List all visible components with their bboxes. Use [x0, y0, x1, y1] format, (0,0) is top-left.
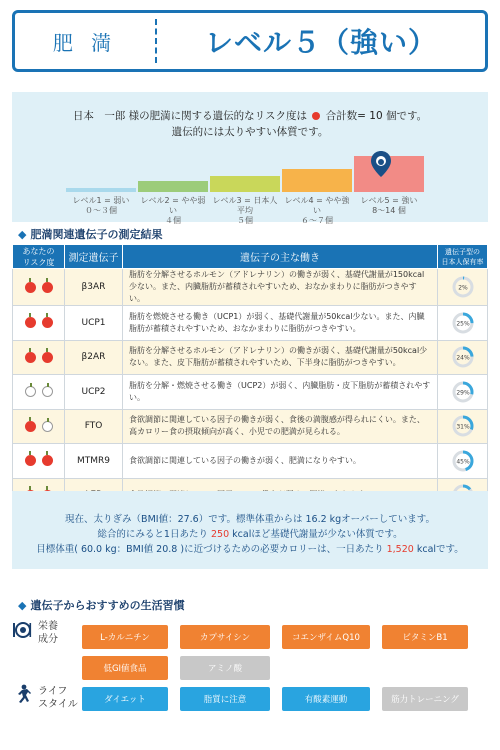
diamond-icon: ◆: [18, 228, 27, 241]
prevalence-donut: [452, 381, 474, 403]
level-name: レベル2 = やや弱い: [140, 196, 206, 215]
level-bar-label: [66, 196, 136, 216]
gene-name: UCP1: [65, 306, 123, 341]
level-range: ６～７個: [301, 216, 333, 225]
life-chip: 有酸素運動: [282, 687, 370, 711]
apple-icon: [25, 352, 36, 363]
report-header: [12, 10, 488, 72]
level-name: レベル4 = やや強い: [284, 196, 350, 215]
header-gene: 測定遺伝子: [65, 245, 123, 269]
risk-cell: [13, 306, 65, 341]
apple-icon: [25, 421, 36, 432]
apple-icon: [42, 386, 53, 397]
header-desc: 遺伝子の主な働き: [123, 245, 438, 269]
apple-icon: [42, 282, 53, 293]
gene-name: β3AR: [65, 269, 123, 306]
genes-section-label: 肥満関連遺伝子の測定結果: [30, 228, 163, 241]
calorie-line-2-post: kcalほど基礎代謝量が少ない体質です。: [232, 529, 403, 540]
table-row: [13, 409, 488, 444]
calorie-line-1: 現在、太りぎみ（BMI値：27.6）です。標準体重からは 16.2 kgオーバーしています。: [65, 514, 435, 525]
summary-line-1: [12, 108, 488, 123]
calorie-line-2: [12, 526, 488, 540]
level-bar: [210, 176, 280, 192]
nutrition-label: 栄養 成分: [38, 621, 58, 645]
lifestyle-section-title: [18, 597, 185, 613]
risk-cell: [13, 375, 65, 410]
gene-description: 脂肪を分解させるホルモン（アドレナリン）の働きが弱く、基礎代謝量が150kcal少ない。また、内臓脂肪が蓄積されやすいため、おなかまわりに脂肪がつきやすい。: [123, 269, 438, 306]
prevalence-cell: [438, 444, 488, 479]
risk-level-title: レベル５（強い）: [204, 26, 437, 59]
apple-icon: [42, 352, 53, 363]
nutrition-chip: コエンザイムQ10: [282, 625, 370, 649]
level-range: 8～14 個: [372, 206, 406, 215]
level-range: ５個: [237, 216, 253, 225]
prevalence-value: 29%: [455, 389, 470, 397]
summary-text-post: 合計数= 10 個です。: [325, 110, 428, 122]
level-bar: [138, 181, 208, 192]
prevalence-value: 24%: [455, 354, 470, 362]
nutrition-chip: L-カルニチン: [82, 625, 168, 649]
level-bar-label: [282, 196, 352, 226]
apple-icon: [42, 455, 53, 466]
header-risk: あなたの リスク度: [13, 245, 65, 269]
table-header-row: [13, 245, 488, 269]
diamond-icon: ◆: [18, 599, 27, 612]
apple-icon: [25, 317, 36, 328]
apple-icon: [25, 282, 36, 293]
risk-cell: [13, 269, 65, 306]
apple-icon: [25, 386, 36, 397]
apple-icon: [42, 421, 53, 432]
prevalence-cell: [438, 340, 488, 375]
calorie-line-3-post: kcalです。: [416, 544, 464, 555]
prevalence-donut: [452, 276, 474, 298]
level-bar: [282, 169, 352, 192]
calorie-line-2-pre: 総合的にみると1日あたり: [97, 529, 208, 540]
prevalence-donut: [452, 450, 474, 472]
gene-results-table: [12, 244, 488, 513]
level-range: ０～３個: [85, 206, 117, 215]
table-row: [13, 444, 488, 479]
apple-icon: [25, 455, 36, 466]
life-chip: ダイエット: [82, 687, 168, 711]
prevalence-value: 31%: [455, 423, 470, 431]
prevalence-value: 25%: [455, 320, 470, 328]
risk-cell: [13, 444, 65, 479]
level-bar-label: [138, 196, 208, 226]
nutrition-chip: 低GI値食品: [82, 656, 168, 680]
prevalence-value: 2%: [457, 284, 468, 292]
life-chip: 筋力トレーニング: [382, 687, 468, 711]
level-range: ４個: [165, 216, 181, 225]
prevalence-cell: [438, 409, 488, 444]
gene-description: 脂肪を燃焼させる働き（UCP1）が弱く、基礎代謝量が50kcal少ない。また、内臓脂肪が蓄積されやすいため、おなかまわりに脂肪がつきやすい。: [123, 306, 438, 341]
calorie-line-3-pre: 目標体重( 60.0 kg：BMI値 20.8 )に近づけるための必要カロリーは、一日あたり: [36, 544, 384, 555]
gene-description: 脂肪を分解・燃焼させる働き（UCP2）が弱く、内臓脂肪・皮下脂肪が蓄積されやすい。: [123, 375, 438, 410]
nutrition-chip: ビタミンB1: [382, 625, 468, 649]
location-pin-icon: [370, 150, 392, 178]
gene-description: 食欲調節に関連している因子の働きが弱く、肥満になりやすい。: [123, 444, 438, 479]
level-name: レベル5 = 強い: [360, 196, 418, 205]
risk-cell: [13, 409, 65, 444]
gene-name: β2AR: [65, 340, 123, 375]
table-row: [13, 375, 488, 410]
prevalence-donut: [452, 415, 474, 437]
header-pct: 遺伝子型の 日本人保有率: [438, 245, 488, 269]
prevalence-donut: [452, 346, 474, 368]
gene-name: MTMR9: [65, 444, 123, 479]
level-name: レベル3 = 日本人平均: [212, 196, 278, 215]
level-name: レベル1 = 弱い: [72, 196, 130, 205]
nutrition-chip: アミノ酸: [180, 656, 270, 680]
prevalence-cell: [438, 269, 488, 306]
required-calorie-value: 1,520: [386, 544, 414, 555]
apple-icon: [312, 112, 320, 120]
gene-description: 食欲調節に関連している因子の働きが弱く、食後の満腹感が得られにくい。また、高カロリー食の摂取傾向が高く、小児での肥満が見られる。: [123, 409, 438, 444]
calorie-line-3: [12, 541, 488, 555]
lifestyle-section-label: 遺伝子からおすすめの生活習慣: [30, 599, 185, 612]
prevalence-cell: [438, 375, 488, 410]
gene-name: UCP2: [65, 375, 123, 410]
level-bar: [66, 188, 136, 192]
life-chip: 脂質に注意: [180, 687, 270, 711]
calorie-summary-panel: [12, 491, 488, 569]
gene-description: 脂肪を分解させるホルモン（アドレナリン）の働きが弱く、基礎代謝量が50kcal少ない。また、皮下脂肪が蓄積されやすいため、下半身に脂肪がつきやすい。: [123, 340, 438, 375]
prevalence-donut: [452, 312, 474, 334]
table-row: [13, 269, 488, 306]
summary-text-pre: 日本 一郎 様の肥満に関する遺伝的なリスク度は: [72, 110, 307, 122]
nutrition-chip: カプサイシン: [180, 625, 270, 649]
prevalence-cell: [438, 306, 488, 341]
calorie-deficit-value: 250: [210, 529, 230, 540]
level-bar-label: [354, 196, 424, 216]
gene-name: FTO: [65, 409, 123, 444]
table-row: [13, 340, 488, 375]
utensils-icon: [12, 620, 32, 640]
category-title: 肥 満: [52, 30, 118, 55]
table-row: [13, 306, 488, 341]
risk-summary-panel: [12, 92, 488, 225]
prevalence-value: 45%: [455, 458, 470, 466]
risk-cell: [13, 340, 65, 375]
genes-section-title: [18, 226, 162, 242]
lifestyle-label: ライフ スタイル: [38, 686, 78, 710]
summary-line-2: 遺伝的には太りやすい体質です。: [171, 126, 329, 138]
running-person-icon: [12, 684, 32, 704]
level-bar-label: [210, 196, 280, 226]
apple-icon: [42, 317, 53, 328]
